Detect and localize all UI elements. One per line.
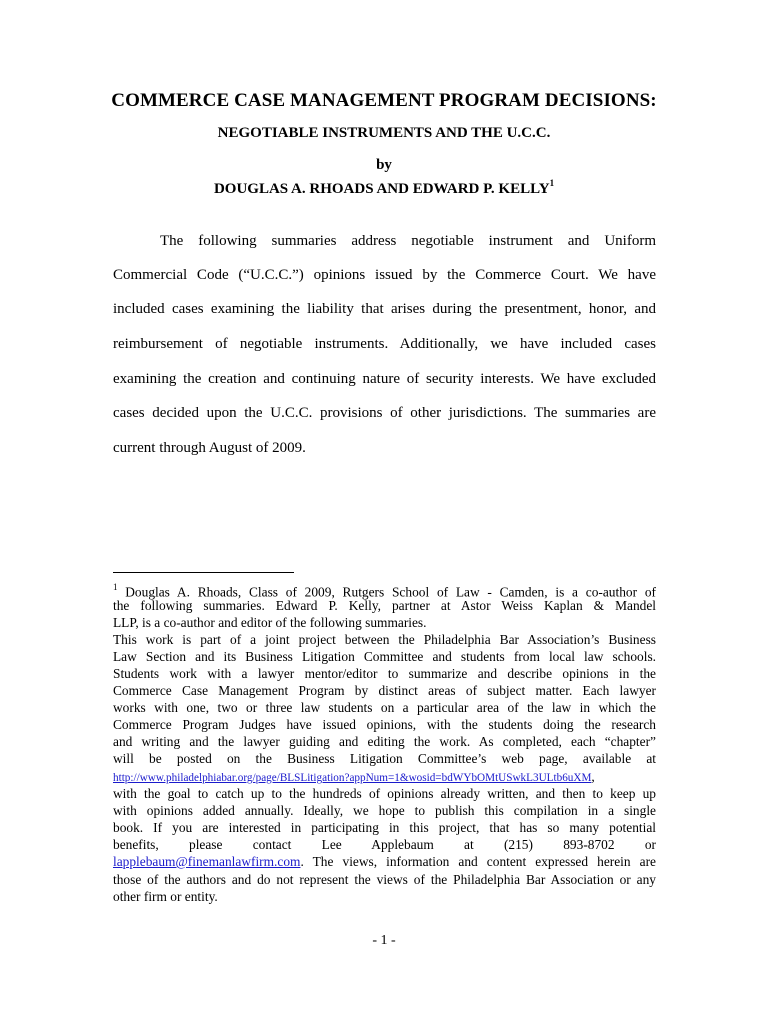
footnote-line: book. If you are interested in participating in this project, that has so many potential <box>113 820 656 835</box>
footnote-line: and writing and the lawyer guiding and editing the work. As completed, each “chapter” <box>113 734 656 749</box>
body-line-3: included cases examining the liability that arises during the presentment, honor, and <box>113 301 656 317</box>
authors-line <box>0 179 768 198</box>
contact-email-link[interactable]: lapplebaum@finemanlawfirm.com <box>113 854 301 869</box>
footnote-line: other firm or entity. <box>113 889 218 904</box>
footnote-line: works with one, two or three law students on a particular area of the law in which the <box>113 700 656 715</box>
footnote-line: the following summaries. Edward P. Kelly, partner at Astor Weiss Kaplan & Mandel <box>113 598 656 613</box>
body-line-4: reimbursement of negotiable instruments. Additionally, we have included cases <box>113 336 656 352</box>
footnote-line: Commerce Program Judges have issued opinions, with the students doing the research <box>113 717 656 732</box>
footnote-marker: 1 <box>113 582 118 592</box>
footnote-line: LLP, is a co-author and editor of the following summaries. <box>113 615 427 630</box>
footnote-line: with the goal to catch up to the hundreds of opinions already written, and then to keep up <box>113 786 656 801</box>
footnote-line: benefits, please contact Lee Applebaum at (215) 893-8702 or <box>113 837 656 852</box>
footnote-line: those of the authors and do not represent the views of the Philadelphia Bar Association or any <box>113 872 656 887</box>
footnote-line: Students work with a lawyer mentor/editor to summarize and describe opinions in the <box>113 666 656 681</box>
footnote-url-line <box>113 768 656 785</box>
footnote-email-line <box>113 853 656 870</box>
footnote-line: This work is part of a joint project between the Philadelphia Bar Association’s Business <box>113 632 656 647</box>
footnote-line: Commerce Case Management Program by distinct areas of subject matter. Each lawyer <box>113 683 656 698</box>
footnote-line: will be posted on the Business Litigation Committee’s web page, available at <box>113 751 656 766</box>
byline-by: by <box>376 157 392 173</box>
email-trailing-text: . The views, information and content expressed herein are <box>300 854 656 869</box>
footnote-line <box>113 580 656 600</box>
footnote-reference[interactable]: 1 <box>549 178 555 188</box>
authors-text: DOUGLAS A. RHOADS AND EDWARD P. KELLY <box>213 181 550 197</box>
document-title: COMMERCE CASE MANAGEMENT PROGRAM DECISIONS: <box>111 90 657 111</box>
footnote-line: Law Section and its Business Litigation Committee and students from local law schools. <box>113 649 656 664</box>
body-line-5: examining the creation and continuing nature of security interests. We have excluded <box>113 371 656 387</box>
body-line-2: Commercial Code (“U.C.C.”) opinions issued by the Commerce Court. We have <box>113 267 656 283</box>
committee-web-link[interactable]: http://www.philadelphiabar.org/page/BLSLitigation?appNum=1&wosid=bdWYbOMtUSwkL3ULtb6uXM <box>113 772 592 784</box>
footnote-text: Douglas A. Rhoads, Class of 2009, Rutgers School of Law - Camden, is a co-author of <box>117 584 656 600</box>
footnote-line: with opinions added annually. Ideally, we hope to publish this compilation in a single <box>113 803 656 818</box>
footnote-separator <box>113 572 294 573</box>
page-number: - 1 - <box>372 933 396 948</box>
body-line-7: current through August of 2009. <box>113 440 306 456</box>
document-subtitle: NEGOTIABLE INSTRUMENTS AND THE U.C.C. <box>217 125 551 141</box>
body-line-6: cases decided upon the U.C.C. provisions of other jurisdictions. The summaries are <box>113 405 656 421</box>
body-line-1: The following summaries address negotiable instrument and Uniform <box>160 233 656 249</box>
url-trailing-text: , <box>591 769 595 784</box>
